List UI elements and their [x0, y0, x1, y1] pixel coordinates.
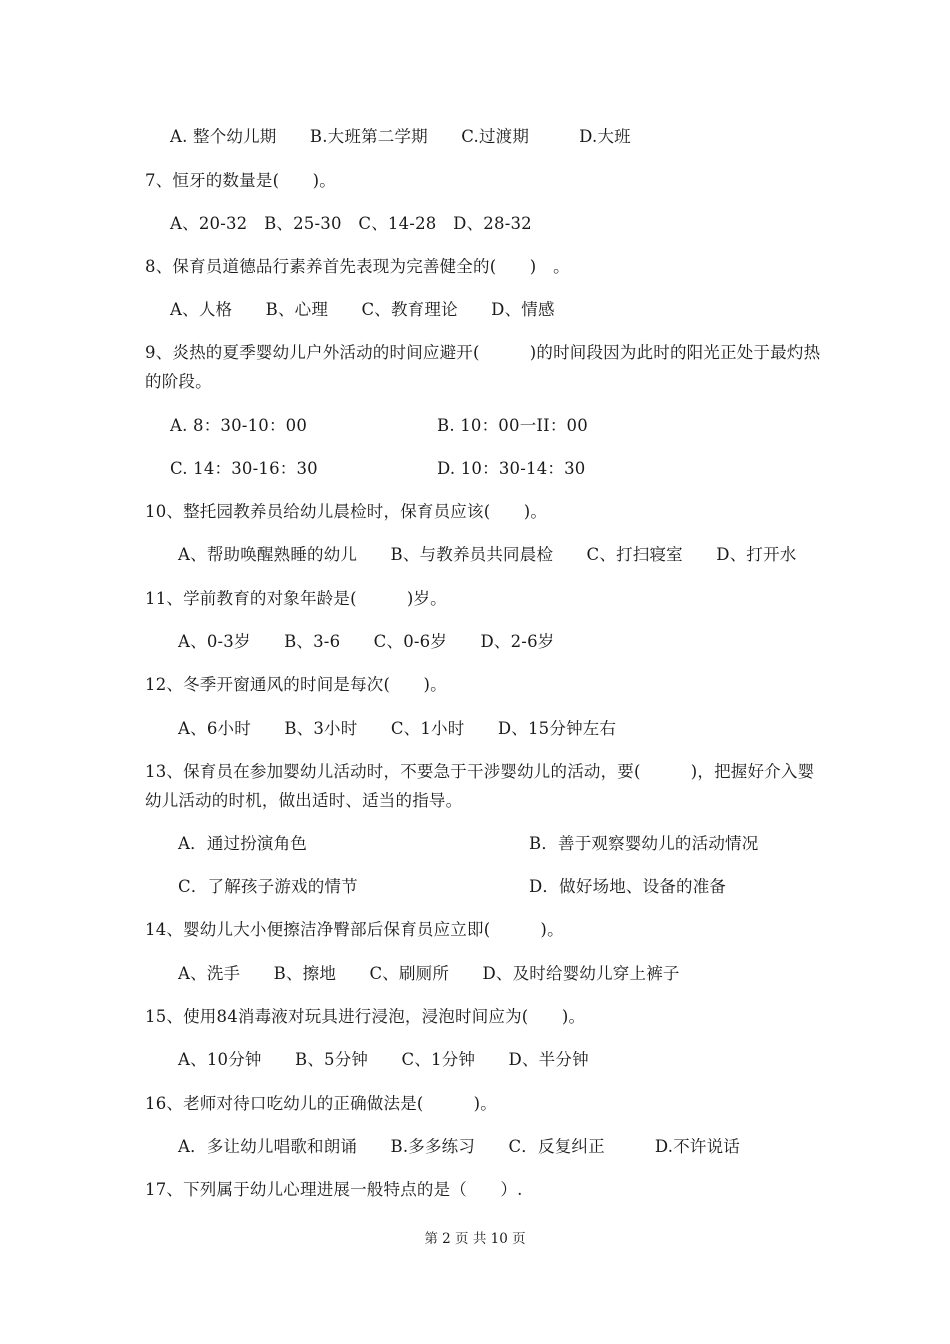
- q10-stem: 10、整托园教养员给幼儿晨检时，保育员应该( )。: [145, 502, 548, 521]
- q8-stem: 8、保育员道德品行素养首先表现为完善健全的( ) 。: [145, 257, 570, 276]
- q6-options: A. 整个幼儿期 B.大班第二学期 C.过渡期 D.大班: [170, 127, 631, 146]
- q9-option-d: D. 10：30-14：30: [437, 459, 586, 478]
- q13-option-a: A．通过扮演角色: [178, 834, 308, 853]
- q14-stem: 14、婴幼儿大小便擦洁净臀部后保育员应立即( )。: [145, 920, 564, 939]
- q13-option-c: C．了解孩子游戏的情节: [178, 877, 358, 896]
- q7-options: A、20-32 B、25-30 C、14-28 D、28-32: [170, 214, 532, 233]
- q15-stem: 15、使用84消毒液对玩具进行浸泡，浸泡时间应为( )。: [145, 1007, 586, 1026]
- q12-options: A、6小时 B、3小时 C、1小时 D、15分钟左右: [178, 719, 617, 738]
- q13-stem-line1: 13、保育员在参加婴幼儿活动时，不要急于干涉婴幼儿的活动，要( )，把握好介入婴: [145, 762, 815, 781]
- q16-stem: 16、老师对待口吃幼儿的正确做法是( )。: [145, 1094, 497, 1113]
- q15-options: A、10分钟 B、5分钟 C、1分钟 D、半分钟: [178, 1050, 589, 1069]
- q9-option-b: B. 10：00一II：00: [437, 416, 588, 435]
- page-footer: 第 2 页 共 10 页: [424, 1231, 526, 1247]
- q12-stem: 12、冬季开窗通风的时间是每次( )。: [145, 675, 447, 694]
- q9-option-c: C. 14：30-16：30: [170, 459, 318, 478]
- q14-options: A、洗手 B、擦地 C、刷厕所 D、及时给婴幼儿穿上裤子: [178, 964, 680, 983]
- q16-options: A．多让幼儿唱歌和朗诵 B.多多练习 C．反复纠正 D.不许说话: [178, 1137, 740, 1156]
- q9-stem-line1: 9、炎热的夏季婴幼儿户外活动的时间应避开( )的时间段因为此时的阳光正处于最灼热: [145, 343, 821, 362]
- q11-stem: 11、学前教育的对象年龄是( )岁。: [145, 589, 447, 608]
- q8-options: A、人格 B、心理 C、教育理论 D、情感: [170, 300, 555, 319]
- q11-options: A、0-3岁 B、3-6 C、0-6岁 D、2-6岁: [178, 632, 555, 651]
- q13-option-b: B．善于观察婴幼儿的活动情况: [529, 834, 759, 853]
- q9-option-a: A. 8：30-10：00: [170, 416, 308, 435]
- q13-option-d: D．做好场地、设备的准备: [529, 877, 727, 896]
- q17-stem: 17、下列属于幼儿心理进展一般特点的是（ ）.: [145, 1180, 523, 1199]
- q7-stem: 7、恒牙的数量是( )。: [145, 171, 336, 190]
- q10-options: A、帮助唤醒熟睡的幼儿 B、与教养员共同晨检 C、打扫寝室 D、打开水: [178, 545, 797, 564]
- q13-stem-line2: 幼儿活动的时机，做出适时、适当的指导。: [145, 791, 463, 810]
- q9-stem-line2: 的阶段。: [145, 372, 212, 391]
